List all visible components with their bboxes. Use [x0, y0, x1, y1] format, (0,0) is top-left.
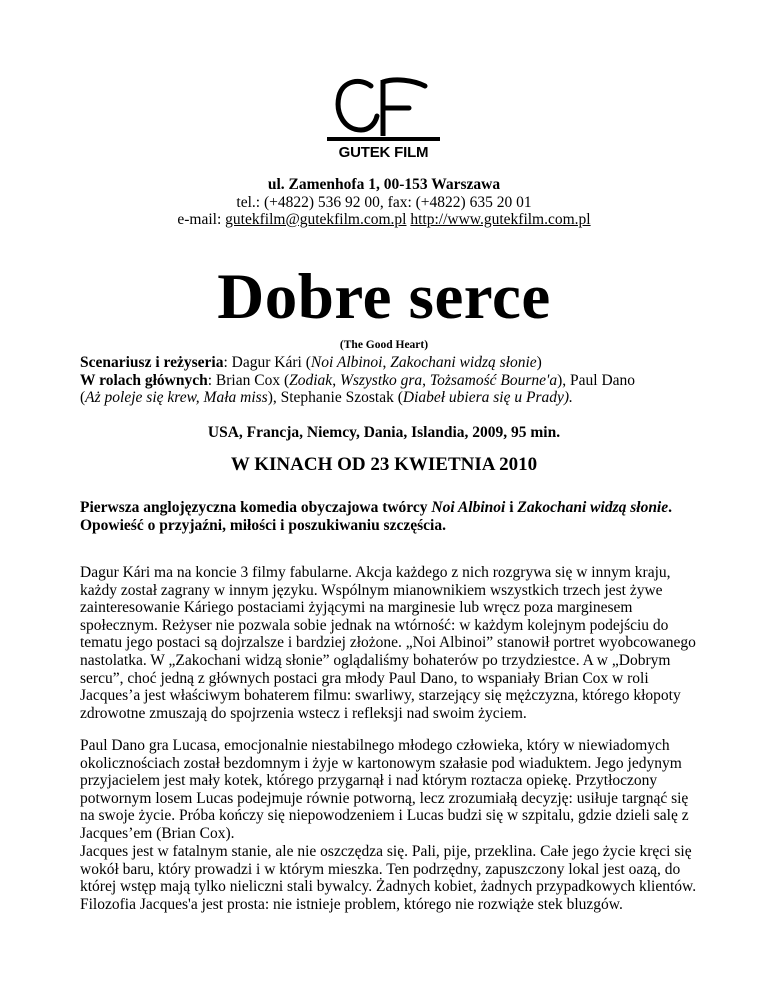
credits-block — [80, 354, 700, 407]
body-paragraph: Dagur Kári ma na koncie 3 filmy fabularne. Akcja każdego z nich rozgrywa się w innym kraju, każdy został zagrany w innym języku. Wspólnym mianownikiem wszystkich trzech jest żywe zainteresowanie Káriego postaciami żyjącymi na marginesie lub wręcz poza marginesem społecznym. Reżyser nie pozwala sobie jednak na wtórność: w każdym kolejnym podejściu do tematu jego postaci są dojrzalsze i bardziej złożone. „Noi Albinoi” stanowił portret wyobcowanego nastolatka. W „Zakochani widzą słonie” oglądaliśmy bohaterów po trzydziestce. A w „Dobrym sercu”, choć jedną z głównych postaci gra młody Paul Dano, to wspaniały Brian Cox w roli Jacques’a jest właściwym bohaterem filmu: swarliwy, starzejący się mężczyzna, którego kłopoty zdrowotne zmuszają do spojrzenia wstecz i refleksji nad swoim życiem. — [80, 564, 696, 722]
cast-film: Tożsamość Bourne'a — [429, 371, 558, 389]
lead-part: Pierwsza anglojęzyczna komedia obyczajowa twórcy — [80, 499, 432, 516]
cast-name: : Brian Cox ( — [207, 371, 290, 389]
lead-part: i — [505, 499, 518, 516]
lead-text — [80, 499, 700, 535]
body-paragraph: Paul Dano gra Lucasa, emocjonalnie niestabilnego młodego człowieka, który w niewiadomych okolicznościach został bezdomnym i żyje w kartonowym szałasie pod wiaduktem. Jego jedynym przyjacielem jest mały kotek, którego przygarnął i nad którym roztacza opiekę. Przytłoczony potwornym losem Lucas podejmuje równie potworną, lecz zrozumiałą decyzję: usiłuje targnąć się na swoje życie. Próba kończy się niepowodzeniem i Lucas budzi się w szpitalu, gdzie dzieli salę z Jacques’em (Brian Cox). — [80, 737, 689, 842]
website-link[interactable]: http://www.gutekfilm.com.pl — [410, 211, 591, 228]
cast-film: Zodiak — [289, 371, 333, 389]
logo-name: GUTEK FILM — [338, 144, 429, 161]
street-address: ul. Zamenhofa 1, 00-153 Warszawa — [267, 176, 501, 193]
lead-film: Zakochani widzą słonie — [517, 499, 669, 516]
film-title: Dobre serce — [217, 261, 551, 333]
lead-film: Noi Albinoi — [431, 499, 506, 516]
film-original-title: (The Good Heart) — [339, 339, 429, 351]
separator: ( — [80, 389, 86, 406]
cast-film: Diabeł ubiera się u Prady). — [402, 389, 573, 406]
contact-block — [0, 176, 768, 229]
separator: , — [332, 371, 340, 389]
cast-film: Wszystko gra — [339, 371, 423, 389]
director-name: : Dagur Kári ( — [223, 354, 311, 371]
director-film: Zakochani widzą słonie — [390, 354, 537, 371]
email-link[interactable]: gutekfilm@gutekfilm.com.pl — [225, 211, 407, 228]
cast-name: ), Stephanie Szostak ( — [267, 389, 403, 406]
email-web-line — [0, 211, 768, 229]
release-date: W KINACH OD 23 KWIETNIA 2010 — [230, 454, 538, 475]
body-paragraph: Jacques jest w fatalnym stanie, ale nie oszczędza się. Pali, pije, przeklina. Całe jego życie kręci się wokół baru, który prowadzi i w którym mieszka. Ten podrzędny, zapuszczony lokal jest oazą, do której wstęp mają tylko nieliczni stali bywalcy. Żadnych kobiet, żadnych przypadkowych klientów. Filozofia Jacques'a jest prosta: nie istnieje problem, którego nie rozwiąże stek bluzgów. — [80, 843, 697, 913]
phone-fax: tel.: (+4822) 536 92 00, fax: (+4822) 635 20 01 — [236, 193, 532, 211]
cast-label: W rolach głównych — [80, 371, 208, 389]
lead-line-1 — [80, 499, 700, 517]
email-label: e-mail: — [177, 211, 226, 228]
cast-line-2 — [80, 389, 700, 407]
gf-monogram-icon — [317, 74, 450, 142]
cast-line — [80, 372, 700, 390]
separator: , — [382, 354, 391, 371]
separator: , — [422, 371, 430, 389]
gutek-film-logo — [317, 74, 450, 166]
director-film: Noi Albinoi — [310, 354, 383, 371]
cast-name: ), Paul Dano — [557, 371, 636, 389]
lead-part: . — [668, 499, 672, 516]
director-label: Scenariusz i reżyseria — [80, 354, 224, 371]
cast-film: Aż poleje się krew, Mała miss — [85, 389, 268, 406]
production-info: USA, Francja, Niemcy, Dania, Islandia, 2009, 95 min. — [207, 424, 561, 441]
director-line — [80, 354, 700, 372]
separator: ) — [536, 354, 542, 371]
lead-line-2: Opowieść o przyjaźni, miłości i poszukiwaniu szczęścia. — [80, 517, 446, 534]
